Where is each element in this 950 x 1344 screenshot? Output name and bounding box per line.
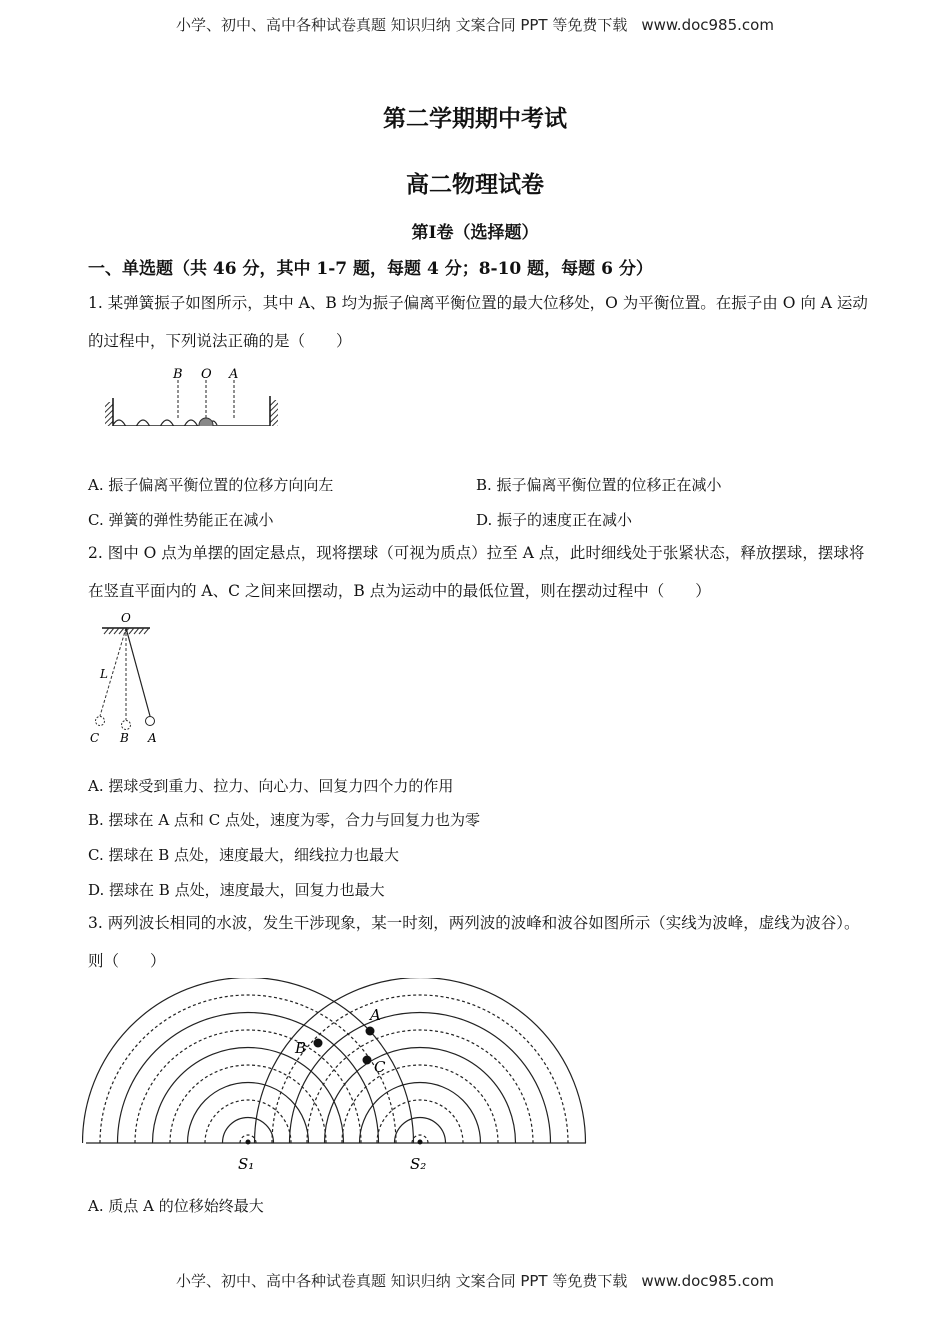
footer-text: 小学、初中、高中各种试卷真题 知识归纳 文案合同 PPT 等免费下载 — [176, 1272, 628, 1290]
footer-site[interactable]: www.doc985.com — [641, 1272, 774, 1290]
fig2-label-a: A — [148, 731, 157, 745]
exam-title: 第二学期期中考试 — [383, 105, 567, 132]
question-2-stem: 2. 图中 O 点为单摆的固定悬点，现将摆球（可视为质点）拉至 A 点，此时细线处于张紧状态，释放摆球，摆球将在竖直平面内的 A、C 之间来回摆动，B 点为运动中的最低位置，则在摆动过程中（ ） — [88, 544, 865, 600]
fig3-label-b: B — [295, 1039, 307, 1057]
q1-option-a[interactable]: A. 振子偏离平衡位置的位移方向向左 — [88, 476, 334, 494]
wavefront-s1-9 — [100, 995, 396, 1143]
volume-title: 第Ⅰ卷（选择题） — [411, 223, 539, 243]
wavefront-s1-2 — [223, 1118, 274, 1144]
wavefront-s1-8 — [118, 1013, 379, 1144]
fig3-label-s2: S₂ — [410, 1155, 427, 1173]
pendulum-figure — [82, 610, 182, 748]
question-3-stem: 3. 两列波长相同的水波，发生干涉现象，某一时刻，两列波的波峰和波谷如图所示（实线为波峰，虚线为波谷）。则（ ） — [88, 914, 860, 970]
wavefront-s1-5 — [170, 1065, 326, 1143]
wavefront-s2-6 — [325, 1048, 516, 1144]
q1-option-b[interactable]: B. 振子偏离平衡位置的位移正在减小 — [476, 476, 722, 494]
wavefront-s2-8 — [290, 1013, 551, 1144]
wavefront-s1-3 — [205, 1100, 291, 1143]
wave-interference-figure — [82, 978, 592, 1180]
wavefront-s2-2 — [395, 1118, 446, 1144]
wavefront-s2-5 — [342, 1065, 498, 1143]
q2-option-b[interactable]: B. 摆球在 A 点和 C 点处，速度为零，合力与回复力也为零 — [88, 811, 480, 829]
q2-option-a[interactable]: A. 摆球受到重力、拉力、向心力、回复力四个力的作用 — [88, 777, 454, 795]
fig2-label-l: L — [100, 667, 108, 681]
page-footer — [0, 1270, 950, 1291]
fig1-label-a: A — [229, 367, 239, 382]
fig1-label-o: O — [201, 367, 212, 382]
section-heading: 一、单选题（共 46 分，其中 1-7 题，每题 4 分；8-10 题，每题 6 分） — [88, 259, 653, 279]
page-header — [0, 14, 950, 35]
q1-option-c[interactable]: C. 弹簧的弹性势能正在减小 — [88, 511, 274, 529]
wavefront-s2-9 — [272, 995, 568, 1143]
fig2-label-b: B — [120, 731, 129, 745]
wavefront-s1-6 — [153, 1048, 344, 1144]
exam-subtitle: 高二物理试卷 — [406, 171, 544, 198]
q1-option-d[interactable]: D. 振子的速度正在减小 — [476, 511, 633, 529]
fig3-label-a: A — [370, 1006, 381, 1024]
fig2-label-c: C — [90, 731, 100, 745]
wavefront-s2-10 — [255, 978, 586, 1143]
q2-option-d[interactable]: D. 摆球在 B 点处，速度最大，回复力也最大 — [88, 881, 385, 899]
fig3-label-c: C — [374, 1058, 386, 1076]
fig3-label-s1: S₁ — [238, 1155, 255, 1173]
fig2-label-o: O — [121, 611, 131, 625]
q2-option-c[interactable]: C. 摆球在 B 点处，速度最大，细线拉力也最大 — [88, 846, 400, 864]
q3-option-a[interactable]: A. 质点 A 的位移始终最大 — [88, 1197, 264, 1215]
fig1-label-b: B — [173, 367, 183, 382]
question-1-stem: 1. 某弹簧振子如图所示，其中 A、B 均为振子偏离平衡位置的最大位移处，O 为平衡位置。在振子由 O 向 A 运动的过程中，下列说法正确的是（ ） — [88, 294, 868, 350]
header-site[interactable]: www.doc985.com — [641, 16, 774, 34]
wavefront-s2-3 — [377, 1100, 463, 1143]
header-text: 小学、初中、高中各种试卷真题 知识归纳 文案合同 PPT 等免费下载 — [176, 16, 628, 34]
spring-oscillator-figure — [100, 362, 290, 426]
